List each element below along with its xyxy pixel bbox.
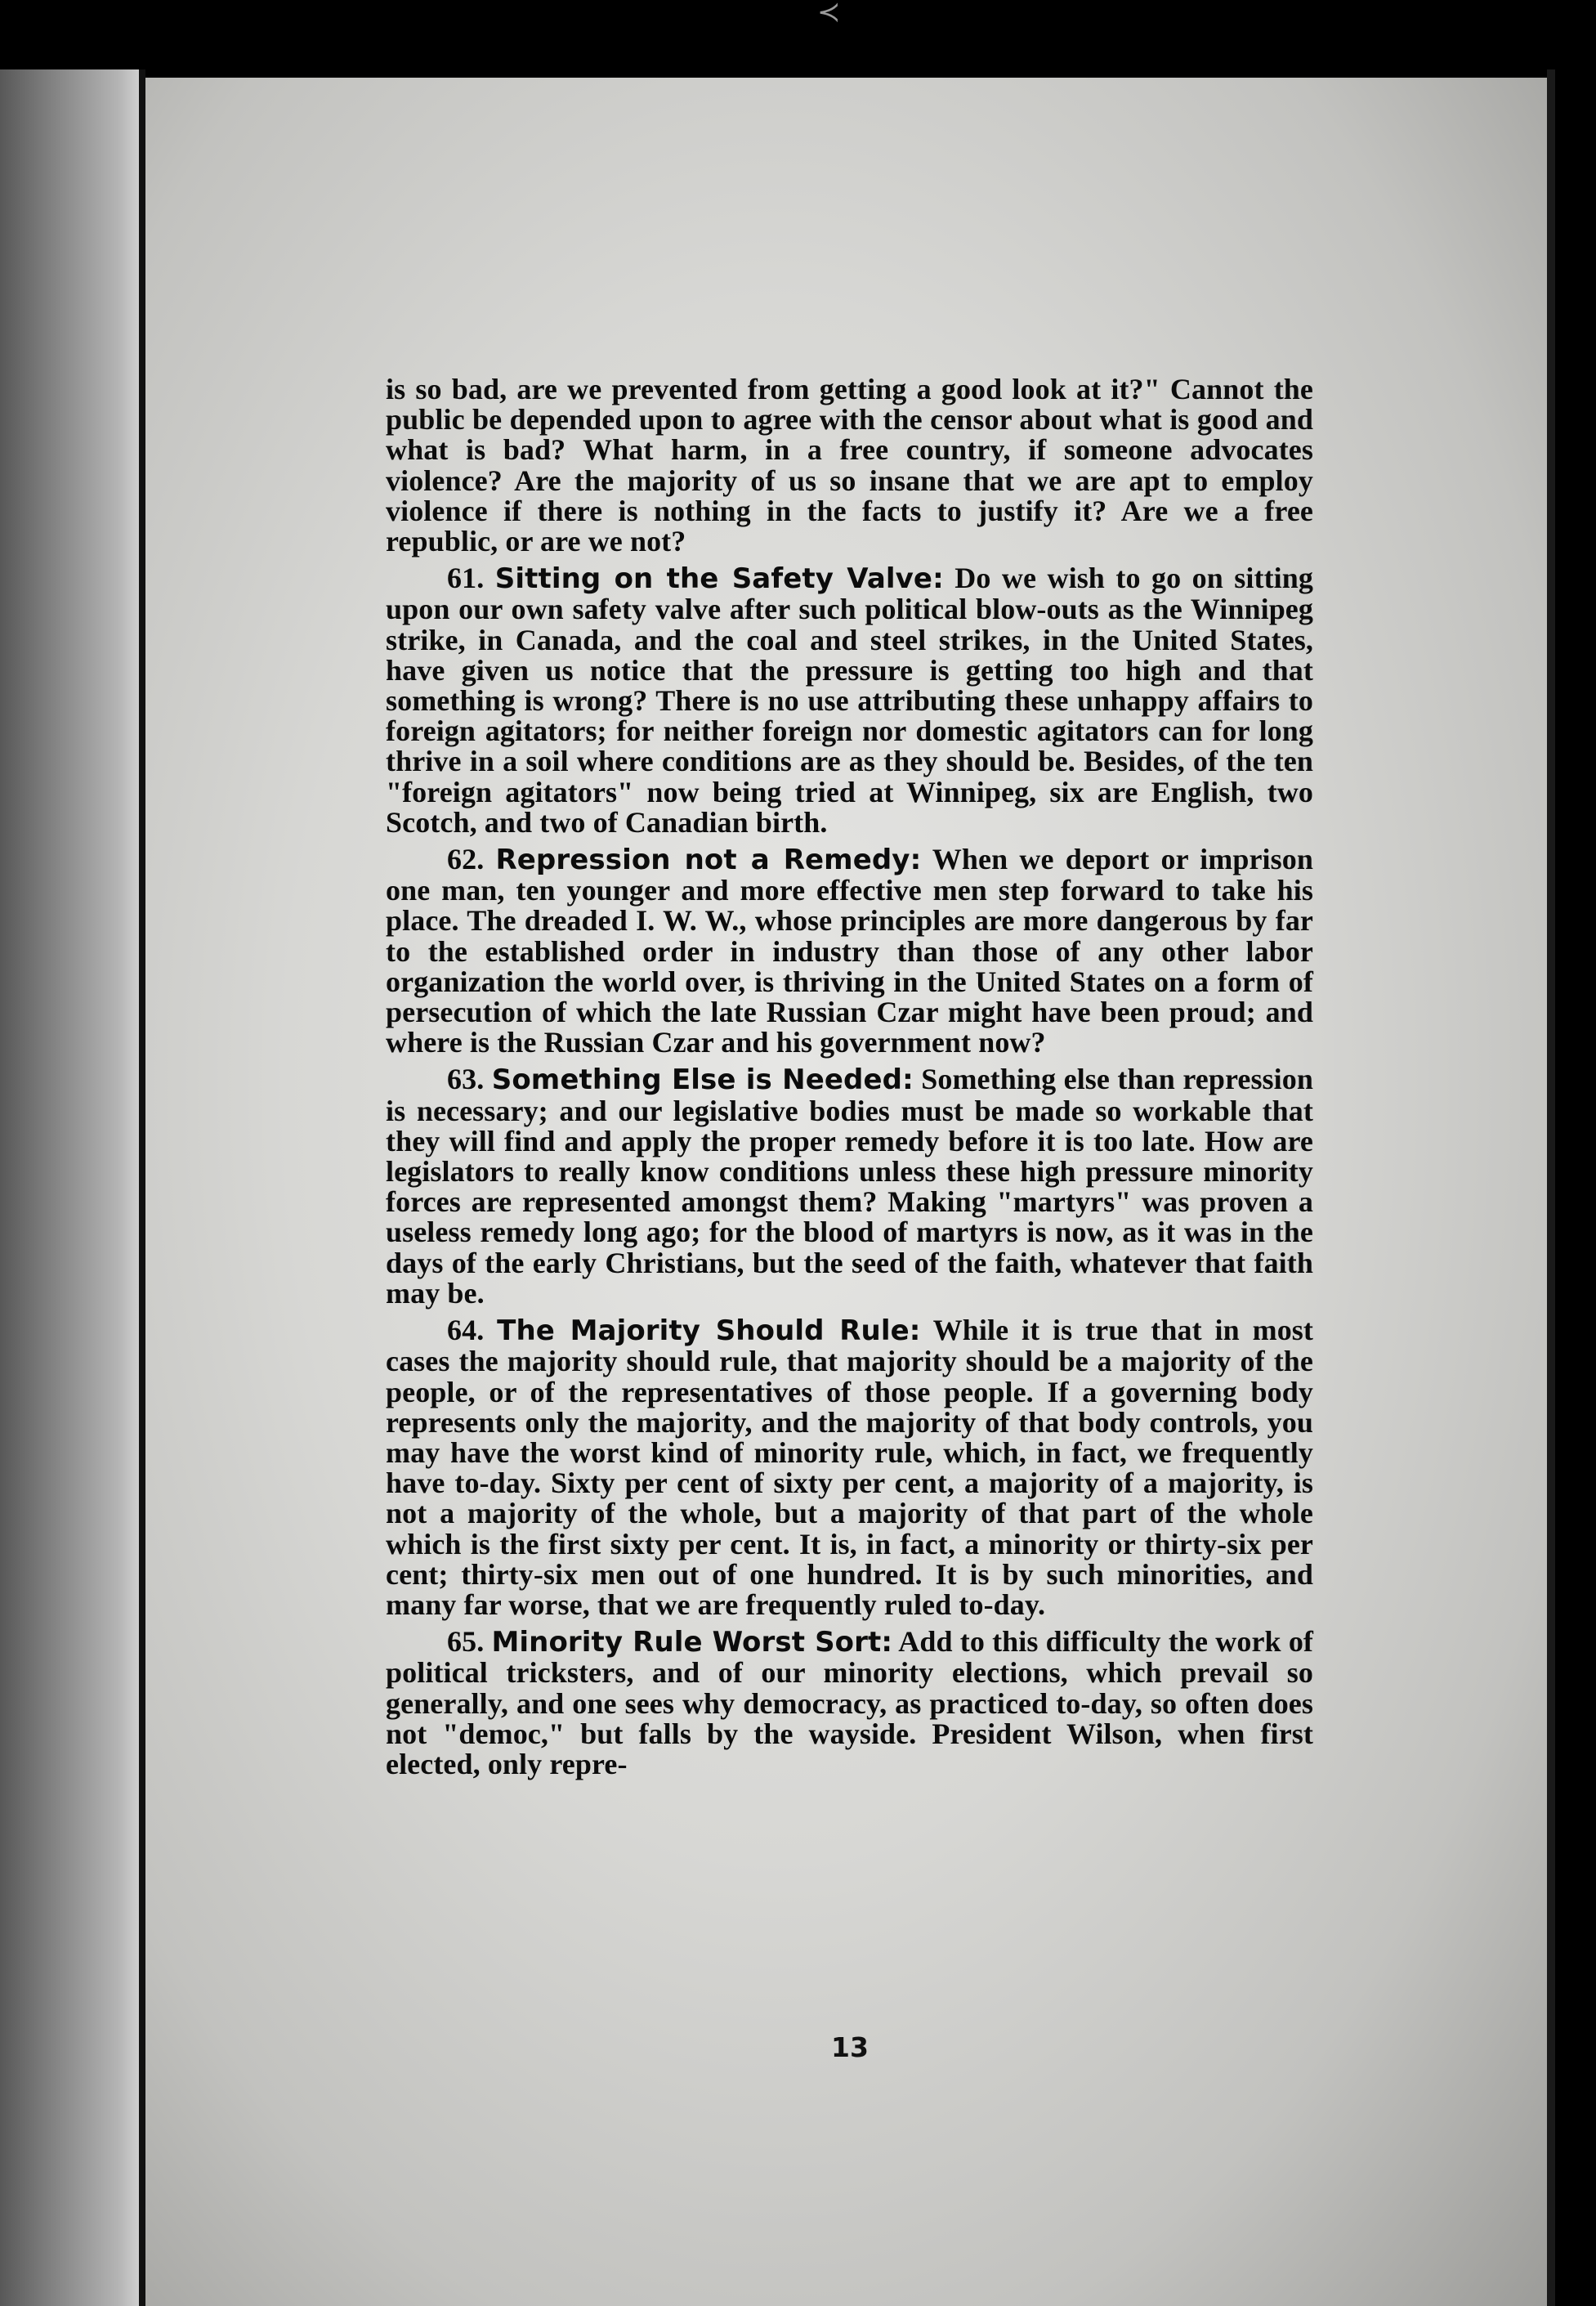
paragraph-heading: Sitting on the Safety Valve: bbox=[494, 562, 944, 596]
scan-artifact-mark: ≺ bbox=[817, 0, 841, 29]
paragraph-heading: Repression not a Remedy: bbox=[495, 844, 922, 877]
paragraph-continuation bbox=[386, 374, 1313, 557]
paragraph-64 bbox=[386, 1315, 1313, 1620]
paragraph-text: When we deport or imprison one man, ten younger and more effective men step forward to take his place. The dreaded I. W. W., whose principles are more dangerous by far to the established order in industry than those of any other labor organization the world over, is thriving in the United States on a form of persecution of which the late Russian Czar might have been proud; and where is the Russian Czar and his government now? bbox=[386, 843, 1313, 1059]
paragraph-number: 62. bbox=[447, 843, 485, 876]
paragraph-number: 65. bbox=[447, 1625, 485, 1659]
page-gutter bbox=[139, 69, 145, 2306]
body-text bbox=[386, 374, 1313, 1780]
paragraph-text: Add to this difficulty the work of political tricksters, and of our minority elections, which prevail so generally, and one sees why democracy, as practiced to-day, so often does not "democ," but falls by the wayside. President Wilson, when first elected, only repre- bbox=[386, 1625, 1314, 1780]
paragraph-text: is so bad, are we prevented from getting a good look at it?" Cannot the public be depended upon to agree with the censor about what is good and what is bad? What harm, in a free country, if someone advocates violence? Are the majority of us so insane that we are apt to employ violence if there is nothing in the facts to justify it? Are we a free republic, or are we not? bbox=[386, 373, 1313, 558]
paragraph-number: 61. bbox=[447, 562, 485, 595]
paragraph-heading: The Majority Should Rule: bbox=[497, 1314, 921, 1348]
paragraph-65 bbox=[386, 1627, 1313, 1780]
paragraph-62 bbox=[386, 844, 1313, 1058]
paragraph-text: Do we wish to go on sitting upon our own safety valve after such political blow-outs as the Winnipeg strike, in Canada, and the coal and steel strikes, in the United States, have given us notice that the pressure is getting too high and that something is wrong? There is no use attributing these unhappy affairs to foreign agitators; for neither foreign nor domestic agitators can for long thrive in a soil where conditions are as they should be. Besides, of the ten "foreign agitators" now being tried at Winnipeg, six are English, two Scotch, and two of Canadian birth. bbox=[386, 562, 1314, 839]
paragraph-number: 64. bbox=[447, 1314, 485, 1347]
facing-page-edge bbox=[0, 69, 139, 2306]
page-right-edge bbox=[1547, 69, 1555, 2306]
paragraph-61 bbox=[386, 563, 1313, 838]
paragraph-number: 63. bbox=[447, 1063, 485, 1096]
paragraph-heading: Minority Rule Worst Sort: bbox=[491, 1626, 893, 1659]
paragraph-heading: Something Else is Needed: bbox=[491, 1063, 914, 1097]
paragraph-text: While it is true that in most cases the majority should rule, that majority should be a majority of the people, or of the representatives of those people. If a governing body represents only the majority, and the majority of that body controls, you may have the worst kind of minority rule, which, in fact, we frequently have to-day. Sixty per cent of sixty per cent, a majority of a majority, is not a majority of the whole, but a majority of that part of the whole which is the first sixty per cent. It is, in fact, a minority or thirty-six per cent; thirty-six men out of one hundred. It is by such minorities, and many far worse, that we are frequently ruled to-day. bbox=[386, 1314, 1314, 1621]
paragraph-63 bbox=[386, 1064, 1313, 1309]
paragraph-text: Something else than repression is necessary; and our legislative bodies must be made so workable that they will find and apply the proper remedy before it is too late. How are legislators to really know conditions unless these high pressure minority forces are represented amongst them? Making "martyrs" was proven a useless remedy long ago; for the blood of martyrs is now, as it was in the days of the early Christians, but the seed of the faith, whatever that faith may be. bbox=[386, 1063, 1313, 1310]
page-number: 13 bbox=[831, 2031, 869, 2063]
